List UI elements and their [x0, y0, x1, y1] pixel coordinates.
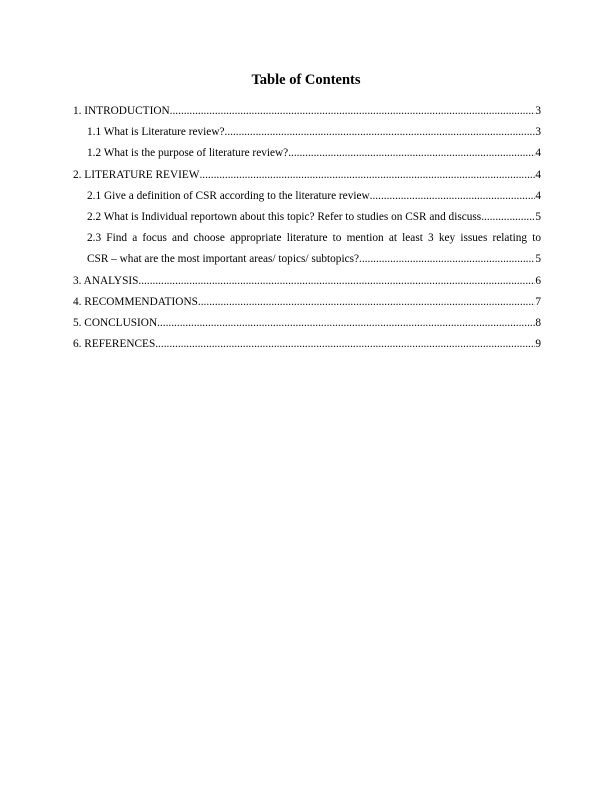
- toc-entry-page: 6: [535, 274, 541, 287]
- dot-leader: [170, 101, 536, 122]
- toc-entry-csr-definition[interactable]: [73, 186, 541, 207]
- toc-entry-page: 4: [535, 189, 541, 202]
- toc-entry-label: 6. REFERENCES: [73, 338, 156, 351]
- toc-entry-page: 7: [535, 295, 541, 308]
- toc-entry-page: 5: [535, 253, 541, 266]
- toc-entry-key-issues-csr[interactable]: [73, 228, 541, 270]
- toc-entry-recommendations[interactable]: [73, 292, 541, 313]
- toc-entry-label: 1.2 What is the purpose of literature review?: [87, 147, 289, 160]
- toc-entry-purpose-of-literature-review[interactable]: [73, 143, 541, 164]
- toc-entry-label-line2: CSR – what are the most important areas/ topics/ subtopics?: [87, 253, 360, 266]
- toc-entry-conclusion[interactable]: [73, 313, 541, 334]
- toc-entry-page: 5: [535, 210, 541, 223]
- dot-leader: [198, 292, 535, 313]
- dot-leader: [484, 207, 535, 228]
- toc-entry-label: 1. INTRODUCTION: [73, 105, 170, 117]
- toc-entry-page: 9: [535, 338, 541, 351]
- toc-entry-page: 3: [535, 105, 541, 117]
- dot-leader: [225, 122, 536, 143]
- toc-entry-literature-review[interactable]: [73, 165, 541, 186]
- table-of-contents: [73, 101, 541, 355]
- toc-title: Table of Contents: [251, 72, 361, 88]
- toc-entry-page: 4: [535, 147, 541, 160]
- toc-entry-label: 3. ANALYSIS: [73, 274, 139, 287]
- toc-entry-label: 2.2 What is Individual reportown about this topic? Refer to studies on CSR and discuss.: [87, 210, 485, 223]
- toc-entry-label: 2. LITERATURE REVIEW: [73, 168, 200, 181]
- toc-entry-page: 4: [535, 168, 541, 181]
- toc-entry-analysis[interactable]: [73, 271, 541, 292]
- dot-leader: [370, 186, 536, 207]
- toc-entry-introduction[interactable]: [73, 101, 541, 122]
- toc-entry-references[interactable]: [73, 334, 541, 355]
- dot-leader: [359, 249, 535, 270]
- toc-entry-page: 8: [535, 316, 541, 329]
- dot-leader: [288, 143, 535, 164]
- dot-leader: [138, 271, 535, 292]
- toc-entry-what-is-literature-review[interactable]: [73, 122, 541, 143]
- dot-leader: [155, 334, 535, 355]
- dot-leader: [199, 165, 535, 186]
- toc-entry-label: 5. CONCLUSION: [73, 316, 158, 329]
- toc-entry-label: 4. RECOMMENDATIONS: [73, 295, 198, 308]
- toc-entry-label-line1: 2.3 Find a focus and choose appropriate literature to mention at least 3 key issues relating to: [87, 232, 541, 245]
- dot-leader: [157, 313, 535, 334]
- toc-entry-label: 1.1 What is Literature review?: [87, 126, 225, 139]
- toc-entry-studies-on-csr[interactable]: [73, 207, 541, 228]
- toc-entry-page: 3: [535, 126, 541, 139]
- toc-entry-label: 2.1 Give a definition of CSR according to the literature review: [87, 189, 370, 202]
